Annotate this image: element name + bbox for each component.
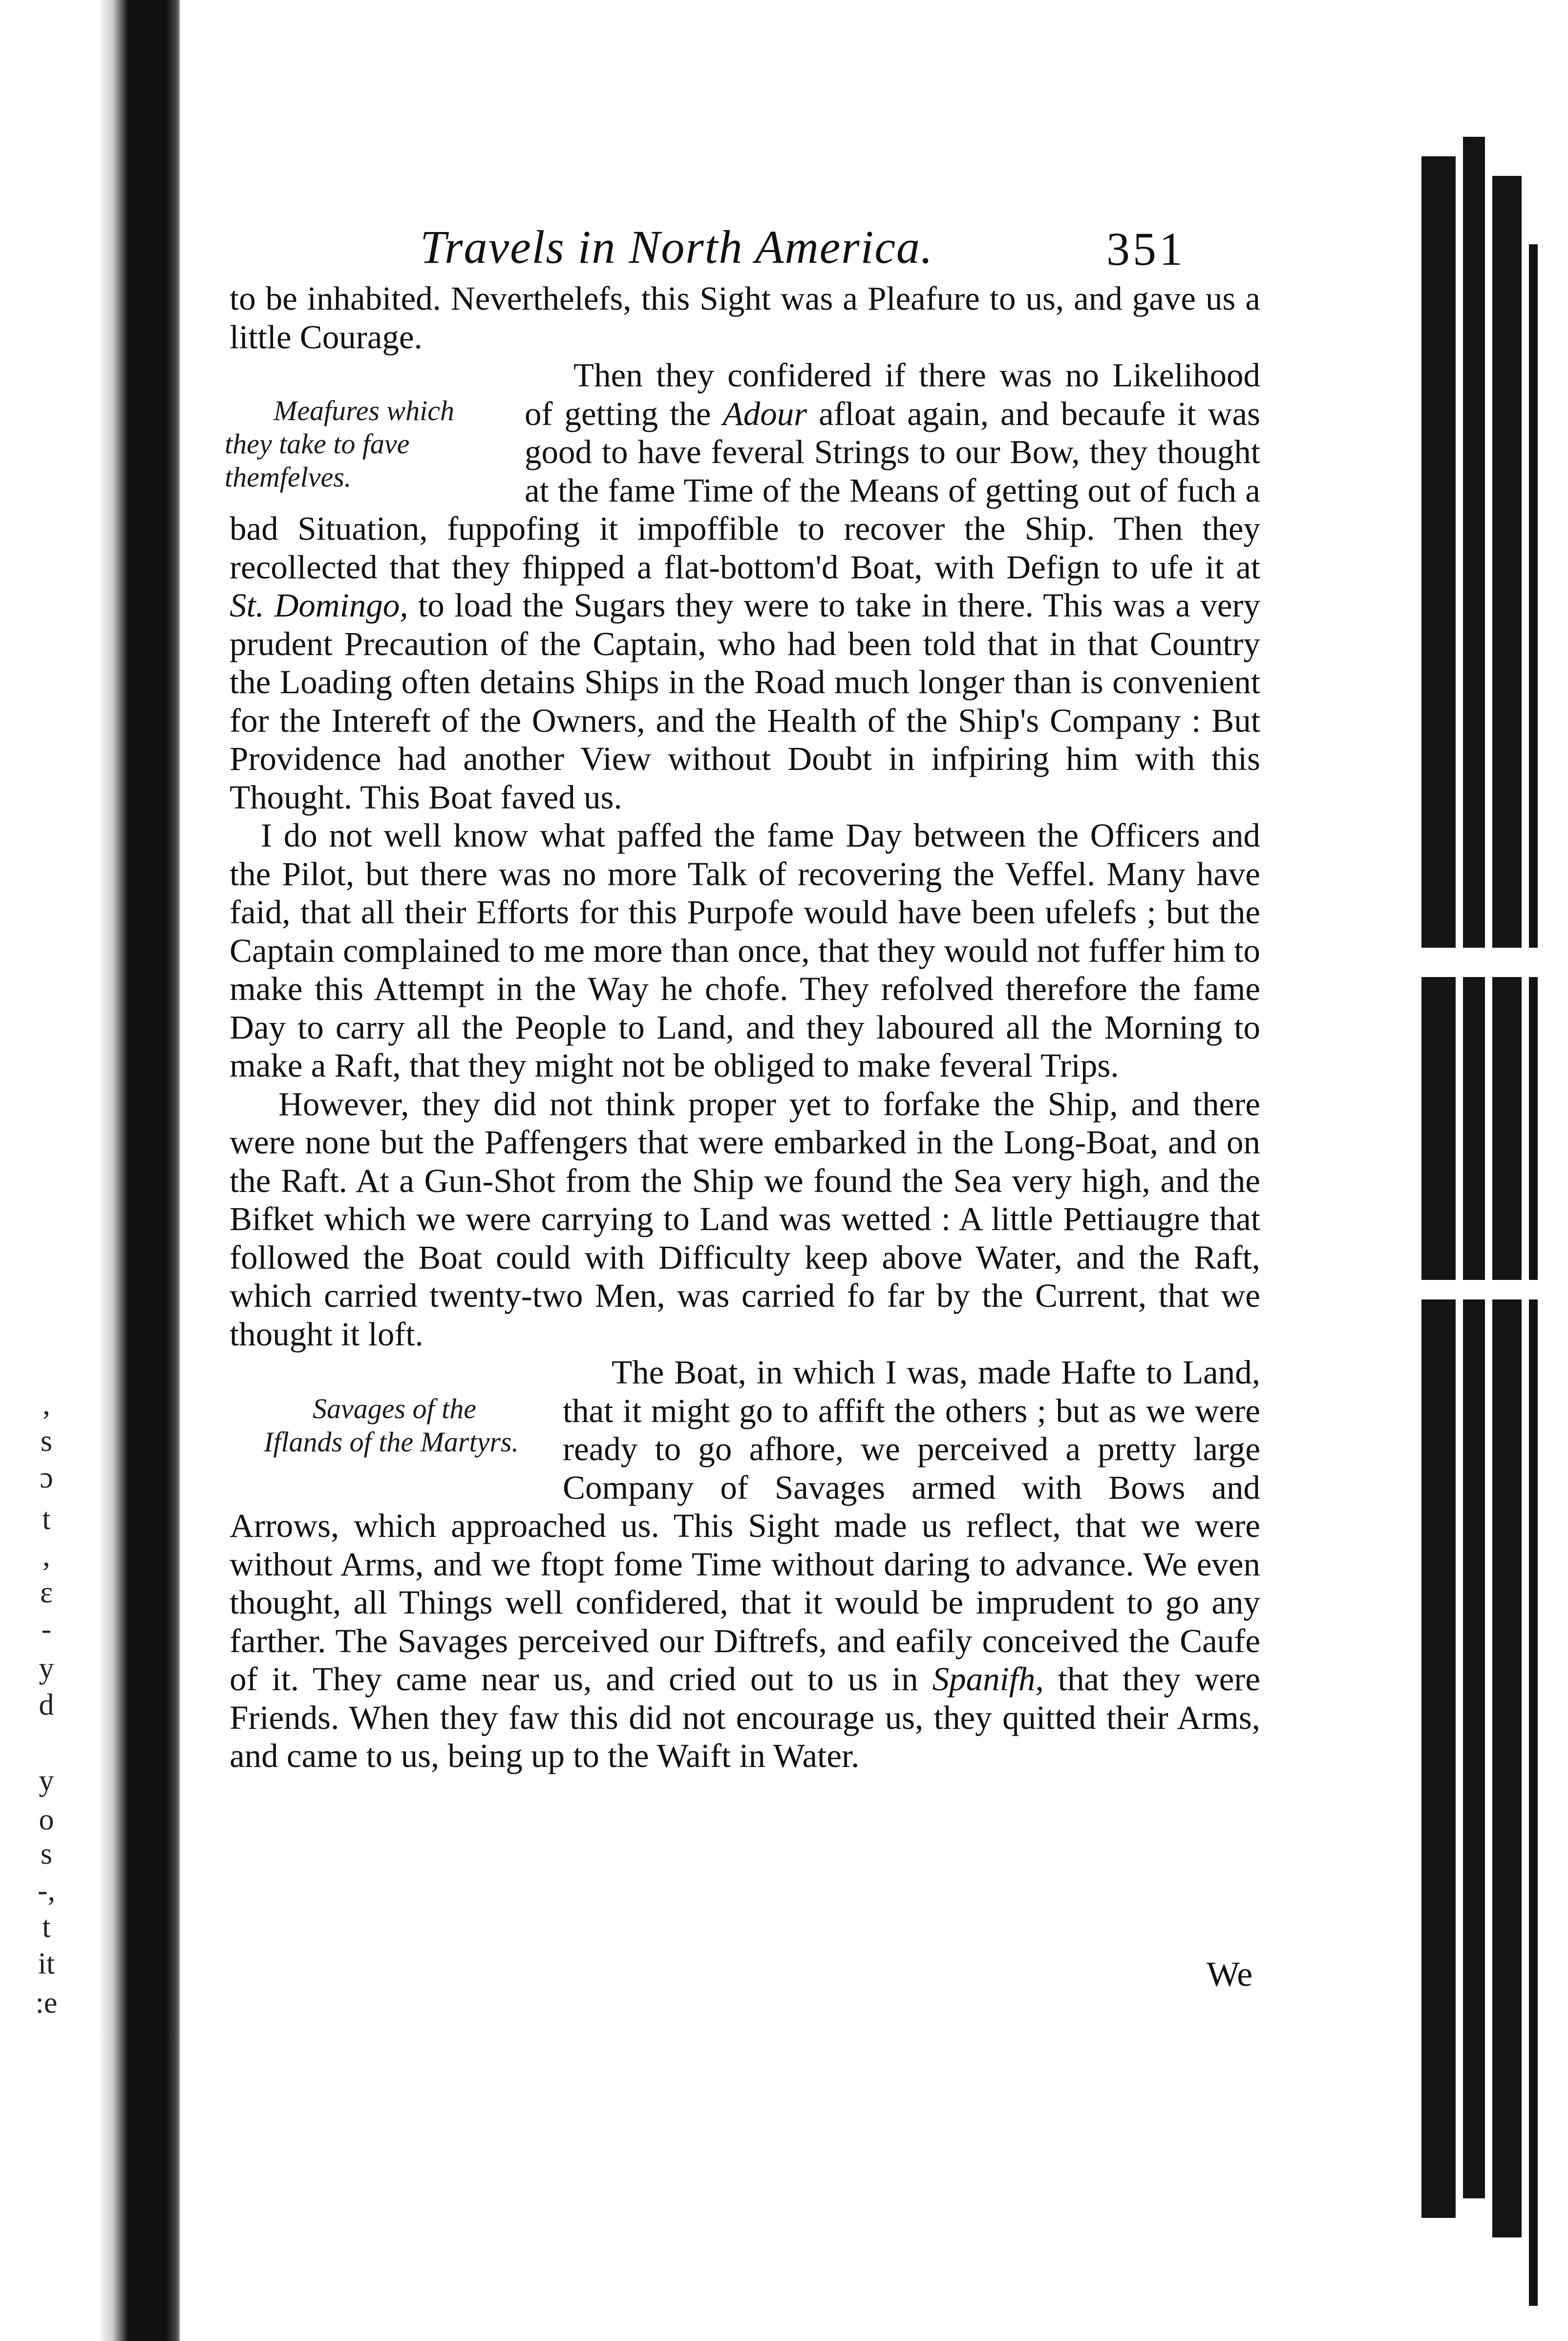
text-run: Then they confidered if there was no Likelihood of getting the <box>525 357 1260 432</box>
text-run: afloat again, and becaufe it was good to have feveral Strings to our Bow, they thought at the fame Time of the Means of getting out of fuch a bad Situation, fuppofing it impoffible to recover the Ship. Then they recollected that they fhipped a flat-bottom'd Boat, with Defign to ufe it at <box>230 395 1260 586</box>
edge-shadow-strip <box>1463 137 1485 2198</box>
language-name: Spanifh, <box>932 1660 1044 1698</box>
edge-shadow-strip <box>1492 176 1522 2237</box>
body-text <box>225 279 1260 1775</box>
paragraph: However, they did not think proper yet to forfake the Ship, and there were none but the Paffengers that were embarked in the Long-Boat, and on the Raft. At a Gun-Shot from the Ship we found the Sea very high, and the Bifket which we were carrying to Land was wetted : A little Pettiaugre that followed the Boat could with Difficulty keep above Water, and the Raft, which carried twenty-two Men, was carried fo far by the Current, that we thought it loft. <box>230 1085 1260 1353</box>
marginal-note: Meafures which they take to fave themfelves. <box>225 395 454 493</box>
edge-gap <box>1377 948 1568 977</box>
running-title: Travels in North America. <box>420 221 933 273</box>
ship-name: Adour <box>722 395 807 432</box>
text-run: that they were Friends. When they faw this did not encourage us, they quitted their Arms, and came to us, being up to the Waift in Water. <box>230 1660 1260 1774</box>
place-name: St. Domingo, <box>230 587 408 624</box>
paragraph <box>230 1353 1260 1775</box>
paragraph <box>225 356 1260 816</box>
marginal-note: Savages of the Iflands of the Martyrs. <box>264 1393 519 1458</box>
edge-shadow-strip <box>1421 156 1456 2218</box>
paragraph: to be inhabited. Neverthelefs, this Sight was a Pleafure to us, and gave us a little Courage. <box>230 280 1260 356</box>
margin-fragment: , <box>42 1539 50 1573</box>
text-run: The Boat, in which I was, made Hafte to Land, that it might go to affift the others ; but as we were ready to go afhore, we perceived a pretty large Company of Savages armed with Bows and Arrows, which approached us. This Sight made us reflect, that we were without Arms, and we ftopt fome Time without daring to advance. We even thought, all Things well confidered, that it would be imprudent to go any farther. The Savages perceived our Diftrefs, and eafily conceived the Caufe of it. They came near us, and cried out to us in <box>230 1354 1260 1698</box>
catchword: We <box>1207 1955 1253 1994</box>
page-number: 351 <box>1106 223 1186 275</box>
edge-gap <box>1377 1280 1568 1299</box>
edge-shadow-strip <box>1529 244 1538 2306</box>
right-page-edge <box>1377 0 1568 2341</box>
margin-fragment: , <box>42 1388 50 1421</box>
margin-fragment: d <box>39 1688 54 1722</box>
margin-fragment: o <box>39 1803 54 1836</box>
margin-fragment: t <box>42 1911 51 1944</box>
margin-fragment: it <box>38 1947 55 1980</box>
margin-fragment: s <box>40 1425 53 1458</box>
left-page-edge <box>0 0 180 2341</box>
margin-fragment: - <box>41 1613 52 1646</box>
paragraph: I do not well know what paffed the fame Day between the Officers and the Pilot, but there was no more Talk of recovering the Veffel. Many have faid, that all their Efforts for this Purpofe would have been ufelefs ; but the Captain complained to me more than once, that they would not fuffer him to make this Attempt in the Way he chofe. They refolved therefore the fame Day to carry all the People to Land, and they laboured all the Morning to make a Raft, that they might not be obliged to make feveral Trips. <box>230 817 1260 1084</box>
margin-fragment: s <box>40 1837 53 1871</box>
margin-fragment: :e <box>35 1986 58 2020</box>
margin-fragment: ɛ <box>40 1576 53 1609</box>
margin-fragment: y <box>39 1652 54 1685</box>
margin-fragment: y <box>39 1764 54 1797</box>
margin-fragment: -, <box>37 1874 56 1907</box>
margin-fragment: ɔ <box>40 1461 53 1494</box>
margin-fragment: t <box>42 1503 51 1536</box>
text-run: to load the Sugars they were to take in there. This was a very prudent Precaution of the Captain, who had been told that in that Country the Loading often detains Ships in the Road much longer than is convenient for the Intereft of the Owners, and the Health of the Ship's Company : But Providence had another View without Doubt in infpiring him with this Thought. This Boat faved us. <box>230 587 1260 816</box>
